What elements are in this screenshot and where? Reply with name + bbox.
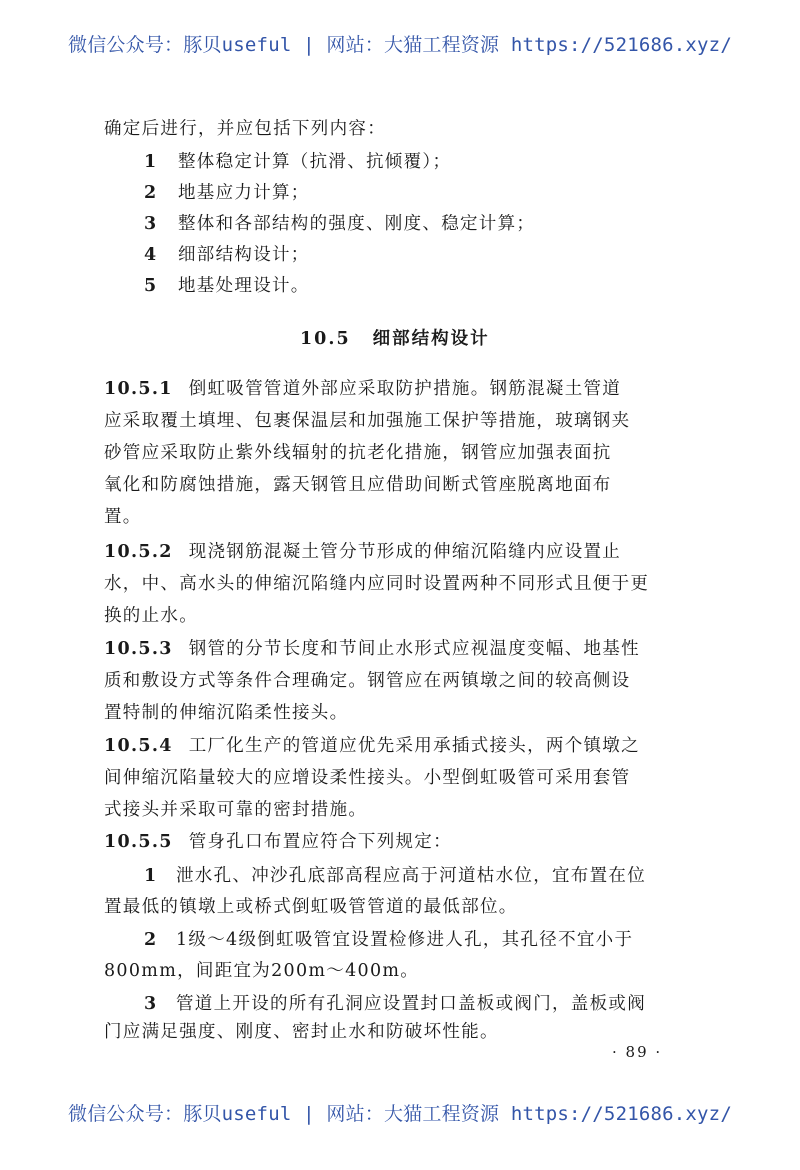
sub-item-number: 2 bbox=[144, 930, 158, 950]
list-item bbox=[144, 179, 310, 204]
clause-number: 10.5.1 bbox=[104, 379, 173, 399]
clause-line: 应采取覆土填埋、包裹保温层和加强施工保护等措施，玻璃钢夹 bbox=[104, 411, 631, 431]
clause-line: 式接头并采取可靠的密封措施。 bbox=[104, 800, 368, 820]
clause-line: 置。 bbox=[104, 507, 142, 527]
list-item-number: 1 bbox=[144, 152, 158, 172]
clause-line: 置特制的伸缩沉陷柔性接头。 bbox=[104, 703, 349, 723]
clause-text: 倒虹吸管管道外部应采取防护措施。钢筋混凝土管道 bbox=[188, 379, 622, 399]
sub-item-number: 3 bbox=[144, 994, 158, 1014]
list-item bbox=[144, 210, 535, 235]
clause-line bbox=[104, 635, 640, 660]
list-item-number: 5 bbox=[144, 276, 158, 296]
list-item-number: 2 bbox=[144, 183, 158, 203]
clause-number: 10.5.5 bbox=[104, 832, 173, 852]
clause-line bbox=[104, 538, 621, 563]
sub-item-line: 置最低的镇墩上或桥式倒虹吸管管道的最低部位。 bbox=[104, 897, 518, 917]
clause-line: 水，中、高水头的伸缩沉陷缝内应同时设置两种不同形式且便于更 bbox=[104, 574, 650, 594]
clause-line: 氧化和防腐蚀措施，露天钢管且应借助间断式管座脱离地面布 bbox=[104, 475, 612, 495]
sub-item-line: 门应满足强度、刚度、密封止水和防破坏性能。 bbox=[104, 1022, 499, 1042]
list-item-text: 地基应力计算； bbox=[178, 183, 310, 203]
sub-item-number: 1 bbox=[144, 866, 158, 886]
sub-item-line bbox=[144, 862, 646, 887]
clause-text: 工厂化生产的管道应优先采用承插式接头，两个镇墩之 bbox=[188, 736, 640, 756]
intro-line: 确定后进行，并应包括下列内容： bbox=[104, 119, 386, 139]
sub-item-text: 管道上开设的所有孔洞应设置封口盖板或阀门，盖板或阀 bbox=[176, 994, 646, 1014]
clause-line: 砂管应采取防止紫外线辐射的抗老化措施，钢管应加强表面抗 bbox=[104, 443, 612, 463]
list-item-text: 整体和各部结构的强度、刚度、稳定计算； bbox=[178, 214, 536, 234]
section-title: 细部结构设计 bbox=[372, 329, 490, 349]
sub-item-text: 1级～4级倒虹吸管宜设置检修进人孔，其孔径不宜小于 bbox=[176, 930, 634, 950]
section-number: 10.5 bbox=[300, 329, 351, 349]
clause-text: 钢管的分节长度和节间止水形式应视温度变幅、地基性 bbox=[188, 639, 640, 659]
clause-line: 质和敷设方式等条件合理确定。钢管应在两镇墩之间的较高侧设 bbox=[104, 671, 631, 691]
clause-number: 10.5.4 bbox=[104, 736, 173, 756]
list-item-text: 整体稳定计算（抗滑、抗倾覆）； bbox=[178, 152, 452, 172]
clause-line bbox=[104, 828, 452, 853]
clause-line: 间伸缩沉陷量较大的应增设柔性接头。小型倒虹吸管可采用套管 bbox=[104, 768, 631, 788]
clause-number: 10.5.2 bbox=[104, 542, 173, 562]
list-item bbox=[144, 272, 310, 297]
sub-item-text: 泄水孔、冲沙孔底部高程应高于河道枯水位，宜布置在位 bbox=[176, 866, 646, 886]
clause-line bbox=[104, 732, 640, 757]
list-item bbox=[144, 241, 310, 266]
list-item-number: 3 bbox=[144, 214, 158, 234]
list-item-text: 地基处理设计。 bbox=[178, 276, 310, 296]
list-item bbox=[144, 148, 451, 173]
list-item-number: 4 bbox=[144, 245, 158, 265]
clause-line: 换的止水。 bbox=[104, 606, 198, 626]
sub-item-line: 800mm，间距宜为200m～400m。 bbox=[104, 961, 420, 981]
sub-item-line bbox=[144, 990, 646, 1015]
watermark-top: 微信公众号：豚贝useful | 网站：大猫工程资源 https://521686.xyz/ bbox=[68, 34, 732, 56]
section-heading bbox=[300, 325, 490, 350]
list-item-text: 细部结构设计； bbox=[178, 245, 310, 265]
sub-item-line bbox=[144, 926, 633, 951]
watermark-bottom: 微信公众号：豚贝useful | 网站：大猫工程资源 https://521686.xyz/ bbox=[68, 1103, 732, 1125]
page-number: · 89 · bbox=[612, 1043, 663, 1061]
clause-text: 现浇钢筋混凝土管分节形成的伸缩沉陷缝内应设置止 bbox=[188, 542, 622, 562]
clause-line bbox=[104, 375, 621, 400]
clause-text: 管身孔口布置应符合下列规定： bbox=[188, 832, 452, 852]
clause-number: 10.5.3 bbox=[104, 639, 173, 659]
